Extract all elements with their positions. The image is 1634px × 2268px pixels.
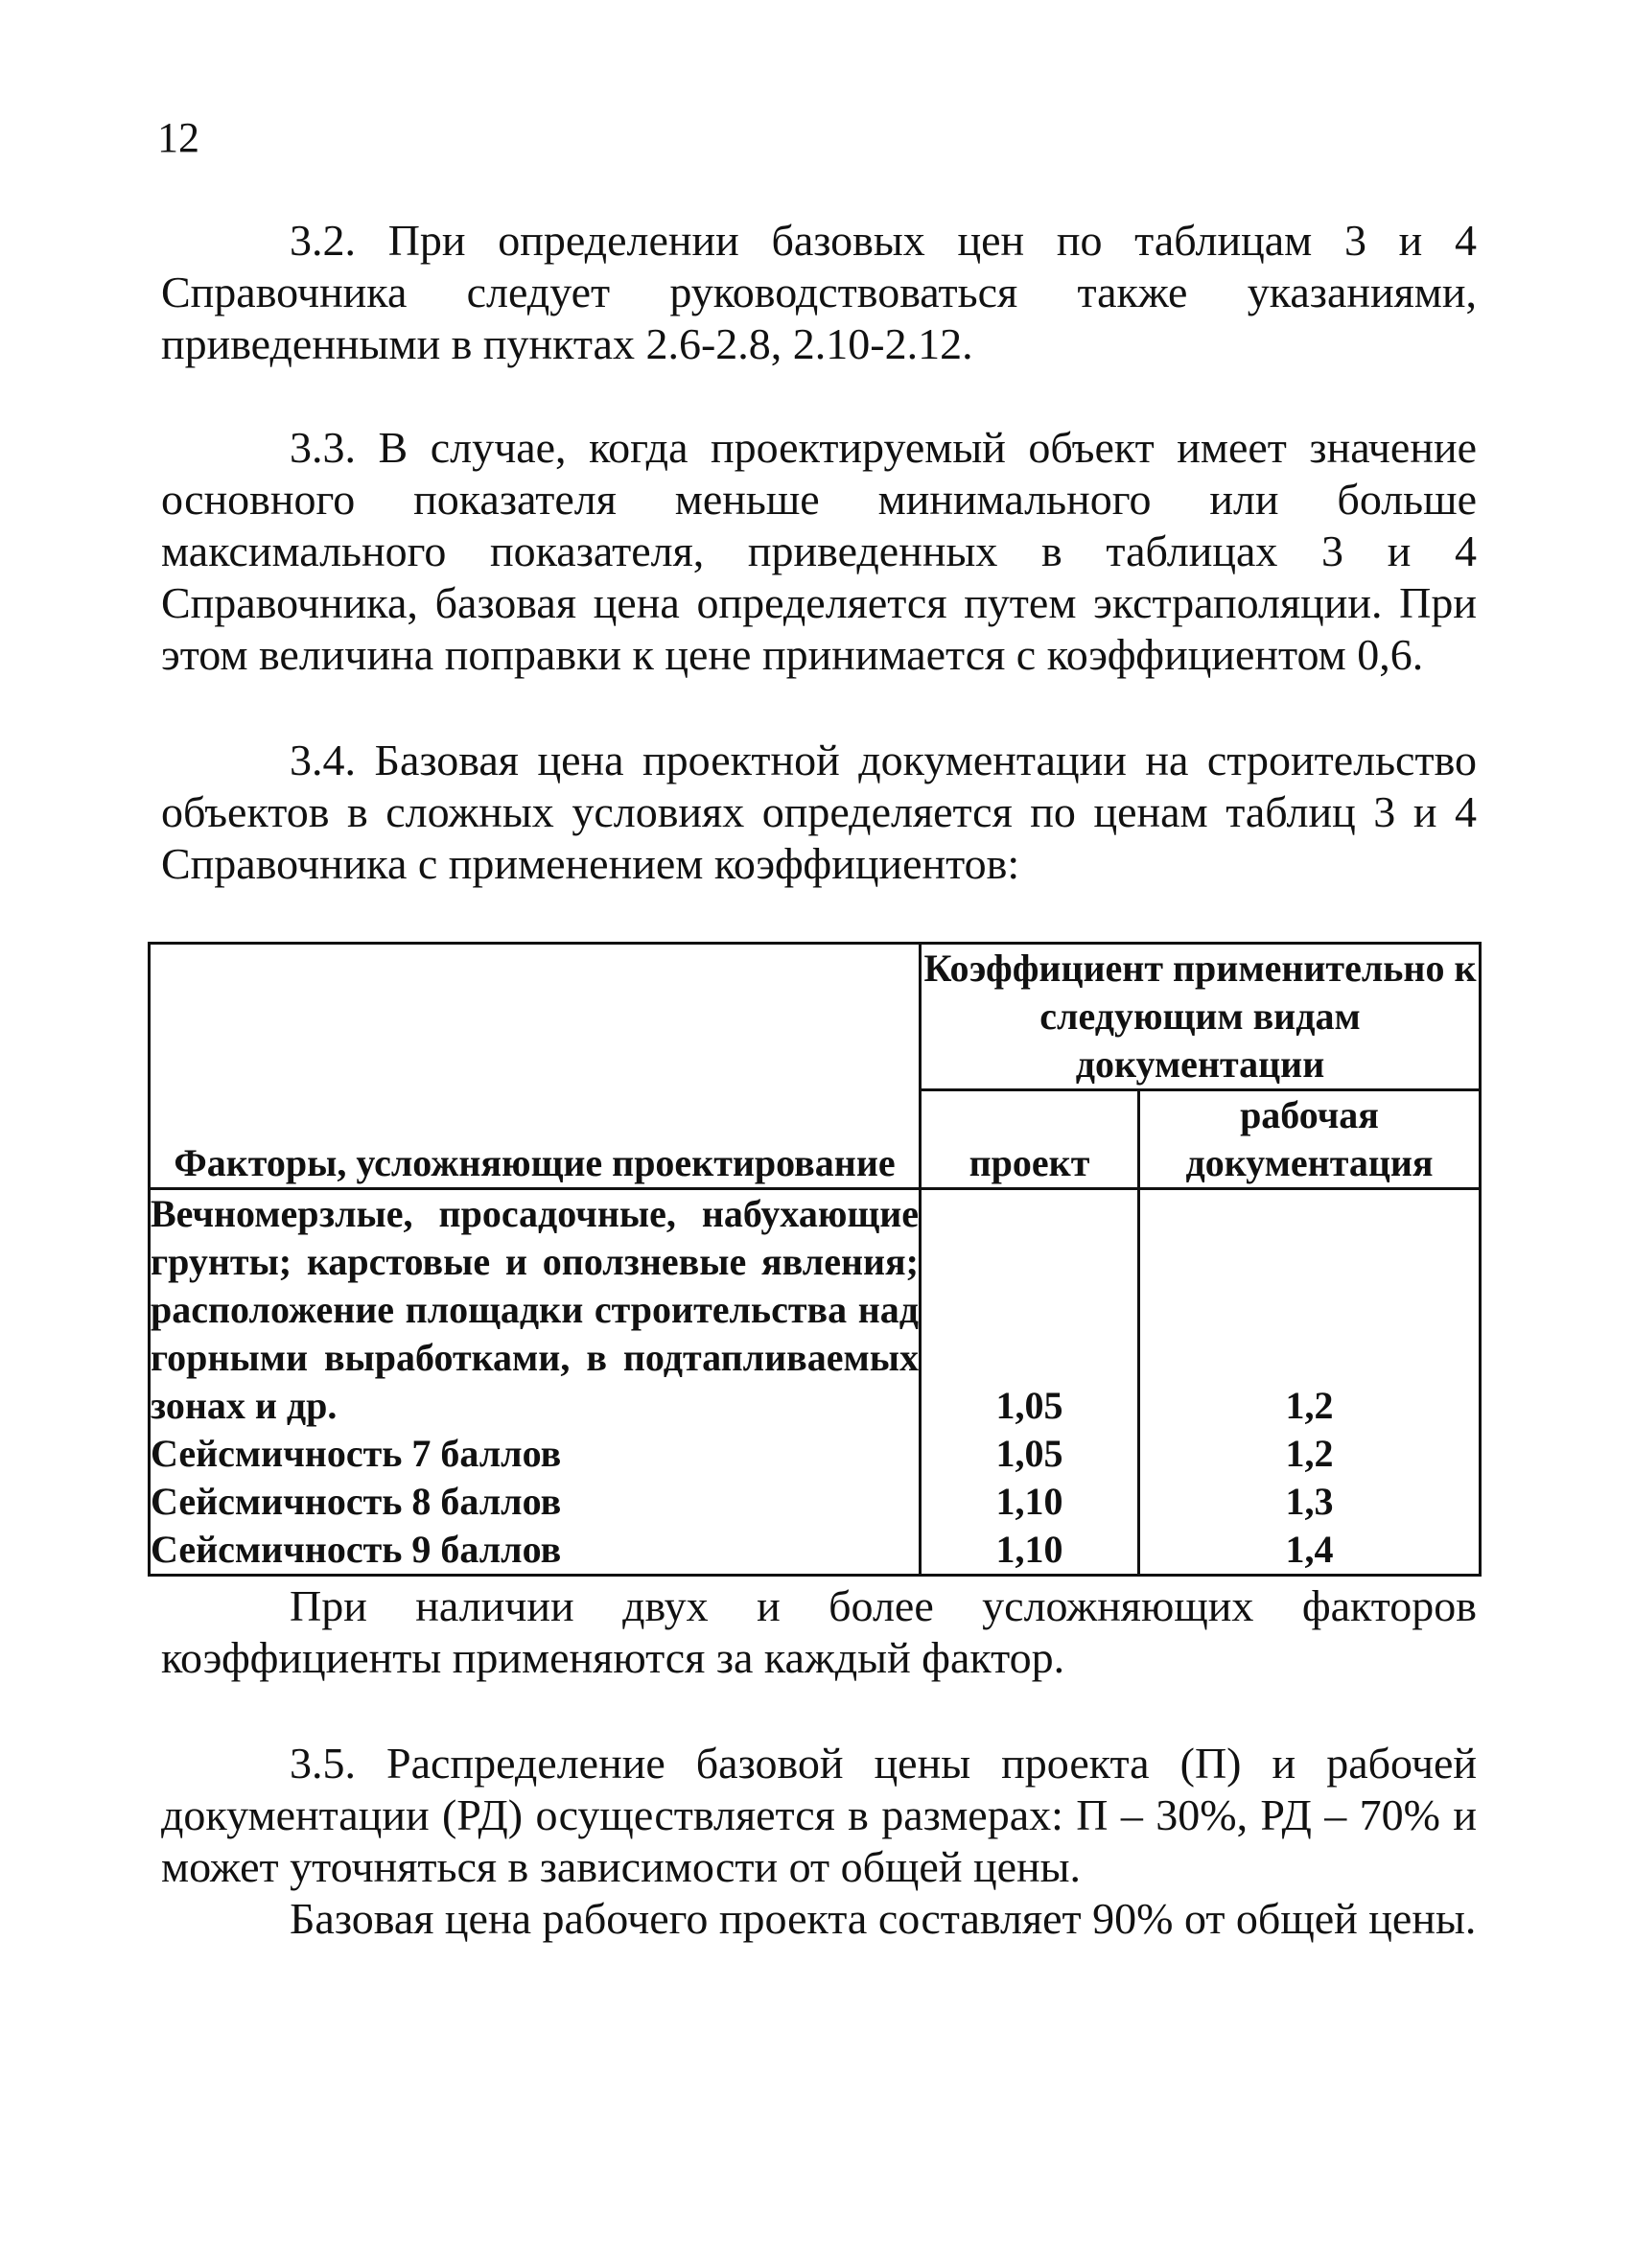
working-docs-cell <box>1139 1189 1481 1576</box>
project-value: 1,05 <box>995 1384 1063 1427</box>
paragraph-3-4: 3.4. Базовая цена проектной документации на строительство объектов в сложных условиях определяется по ценам таблиц 3 и 4 Справочника с применением коэффициентов: <box>161 736 1477 888</box>
paragraph-3-3: 3.3. В случае, когда проектируемый объект имеет значение основного показателя меньше минимального или больше максимального показателя, приведенных в таблицах 3 и 4 Справочника, базовая цена определяется путем экстраполяции. При этом величина поправки к цене принимается с коэффициентом 0,6. <box>161 423 1477 679</box>
working-value: 1,4 <box>1285 1528 1334 1571</box>
working-value: 1,2 <box>1285 1432 1334 1475</box>
paragraph-3-5: 3.5. Распределение базовой цены проекта (П) и рабочей документации (РД) осуществляется в размерах: П – 30%, РД – 70% и может уточняться в зависимости от общей цены. <box>161 1739 1477 1891</box>
paragraph-3-2: 3.2. При определении базовых цен по таблицам 3 и 4 Справочника следует руководствоваться также указаниями, приведенными в пунктах 2.6-2.8, 2.10-2.12. <box>161 216 1477 368</box>
header-factors: Факторы, усложняющие проектирование <box>150 944 921 1189</box>
project-value: 1,05 <box>995 1432 1063 1475</box>
working-value: 1,3 <box>1285 1480 1334 1523</box>
project-cell <box>921 1189 1139 1576</box>
factor-soils: Вечномерзлые, просадочные, набухающие грунты; карстовые и оползневые явления; расположение площадки строительства над горными выработками, в подтапливаемых зонах и др. <box>151 1192 919 1427</box>
project-value: 1,10 <box>995 1480 1063 1523</box>
page-number: 12 <box>157 114 199 161</box>
working-value: 1,2 <box>1285 1384 1334 1427</box>
note-paragraph: При наличии двух и более усложняющих факторов коэффициенты применяются за каждый фактор. <box>161 1581 1477 1682</box>
factor-seismic-9: Сейсмичность 9 баллов <box>151 1528 562 1571</box>
header-working-docs: рабочая документация <box>1139 1090 1481 1189</box>
header-project: проект <box>921 1090 1139 1189</box>
header-coefficient: Коэффициент применительно к следующим видам документации <box>921 944 1481 1090</box>
project-value: 1,10 <box>995 1528 1063 1571</box>
factor-seismic-8: Сейсмичность 8 баллов <box>151 1480 562 1523</box>
factors-cell <box>150 1189 921 1576</box>
paragraph-working-project-price: Базовая цена рабочего проекта составляет 90% от общей цены. <box>290 1894 1477 1943</box>
coefficients-table <box>148 942 1482 1577</box>
factor-seismic-7: Сейсмичность 7 баллов <box>151 1432 562 1475</box>
table-body-row <box>150 1189 1481 1576</box>
